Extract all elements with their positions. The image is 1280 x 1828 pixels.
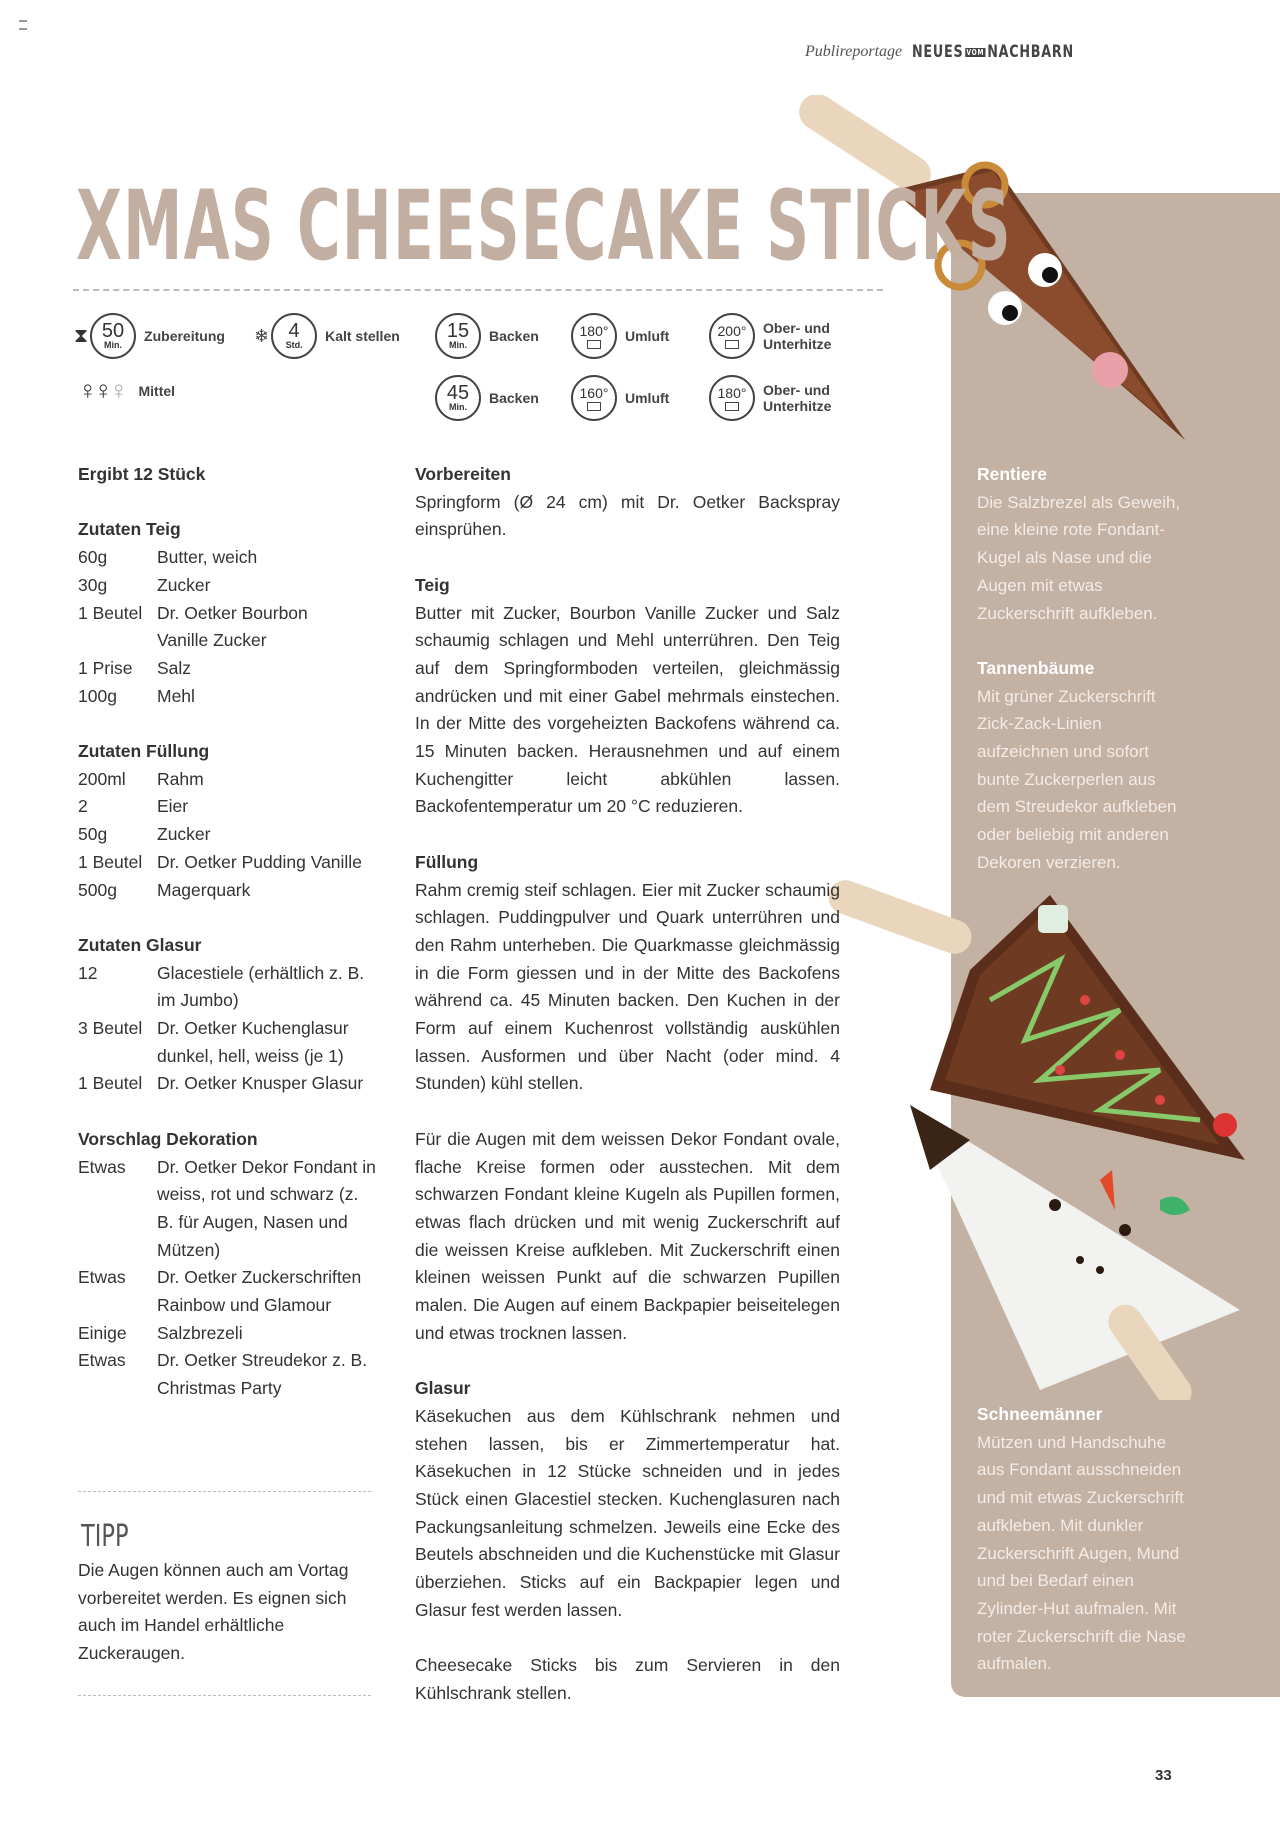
ingredient-quantity: 1 Beutel (78, 1073, 143, 1094)
ingredient-quantity: 100g (78, 685, 117, 706)
sidebar-text: Die Salzbrezel als Geweih, eine kleine rote Fondant-Kugel als Nase und die Augen mit etwas Zuckerschrift aufkleben. (977, 492, 1181, 623)
snowflake-icon: ❄ (254, 325, 270, 346)
ingredient-quantity: 2 (78, 796, 88, 817)
dekoration-list (78, 1154, 378, 1403)
ingredient-name: Dr. Oetker Pudding Vanille (157, 851, 362, 872)
brand-word-1: NEUES (912, 42, 964, 62)
ingredients-column (78, 461, 378, 1403)
top-bottom-heat-2-label: Ober- und Unterhitze (763, 382, 832, 414)
snowman-stick-photo (900, 1100, 1280, 1400)
convection-temp-2-label: Umluft (625, 390, 670, 406)
ingredient-quantity: 1 Beutel (78, 851, 143, 872)
brand-word-2: NACHBARN (987, 42, 1075, 62)
ingredient-quantity: Etwas (78, 1350, 126, 1371)
top-bottom-heat-2 (709, 375, 843, 421)
sidebar-text: Mit grüner Zuckerschrift Zick-Zack-Linien aufzeichnen und sofort bunte Zuckerperlen aus dem Streudekor aufkleben oder beliebig mit anderen Dekoren verzieren. (977, 686, 1177, 872)
bake-time-2 (435, 375, 539, 421)
teig-heading: Zutaten Teig (78, 519, 181, 540)
bake-time-1-unit: Min. (449, 340, 467, 350)
ingredient-name: Dr. Oetker Zuckerschriften Rainbow und Glamour (157, 1267, 362, 1316)
fuellung-list (78, 766, 378, 905)
bake-time-1-badge (435, 313, 481, 359)
ingredient-quantity: 200ml (78, 768, 126, 789)
step-text: Rahm cremig steif schlagen. Eier mit Zucker schaumig schlagen. Puddingpulver und Quark unterrühren und den Rahm unterheben. Die Quarkmasse gleichmässig in die Form giessen und in der Mitte des Backofens während ca. 45 Minuten backen. Den Kuchen in der Form auf einem Kuchenrost vollständig auskühlen lassen. Ausformen und über Nacht (oder mind. 4 Stunden) kühl stellen. (415, 879, 840, 1094)
sidebar-heading: Tannenbäume (977, 657, 1095, 678)
ingredient-quantity: 1 Prise (78, 657, 133, 678)
ingredient-name: Zucker (157, 824, 211, 845)
sidebar-snowman (977, 1401, 1192, 1678)
step-heading: Teig (415, 574, 450, 595)
step-text: Käsekuchen aus dem Kühlschrank nehmen und stehen lassen, bis er Zimmertemperatur hat. Käsekuchen in 12 Stücke schneiden und in jedes Stück einen Glacestiel stecken. Kuchenglasuren nach Packungsanleitung schmelzen. Jeweils eine Ecke des Beutels abschneiden und die Kuchenstücke mit Glasur überziehen. Sticks auf ein Backpapier legen und Glasur fest werden lassen. (415, 1405, 840, 1620)
glasur-list (78, 960, 378, 1099)
ingredient-name: Butter, weich (157, 547, 258, 568)
instructions-column (415, 461, 840, 1708)
top-bottom-heat-icon (709, 313, 755, 359)
ingredient-quantity: 12 (78, 962, 98, 983)
ingredient-name: Dr. Oetker Kuchenglasur dunkel, hell, weiss (je 1) (157, 1018, 349, 1066)
top-bottom-heat-2-value: 180° (717, 384, 747, 401)
convection-icon (571, 313, 617, 359)
bake-time-1-label: Backen (489, 328, 539, 344)
yield: Ergibt 12 Stück (78, 464, 206, 484)
chill-time-label: Kalt stellen (325, 328, 400, 344)
step-text: Butter mit Zucker, Bourbon Vanille Zucker und Salz schaumig schlagen und Mehl unterrühren. Den Teig auf dem Springformboden verteilen, gleichmässig andrücken und mit einer Gabel mehrmals einstechen. In der Mitte des vorgeheizten Backofens während ca. 15 Minuten backen. Herausnehmen und auf einem Kuchengitter leicht abkühlen lassen. Backofentemperatur um 20 °C reduzieren. (415, 602, 840, 817)
prep-time-badge (90, 313, 136, 359)
title-divider (73, 289, 883, 291)
sidebar-reindeer (977, 461, 1192, 877)
tipp-divider-top (78, 1491, 371, 1492)
convection-temp-2 (571, 375, 669, 421)
sidebar-text: Mützen und Handschuhe aus Fondant ausschneiden und mit etwas Zuckerschrift aufkleben. Mit dunkler Zuckerschrift Augen, Mund und bei Bedarf einen Zylinder-Hut aufmalen. Mit roter Zuckerschrift die Nase aufmalen. (977, 1432, 1186, 1674)
ingredient-name: Mehl (157, 685, 195, 706)
page-number: 33 (1155, 1767, 1172, 1784)
publireportage-label: Publireportage (804, 43, 903, 60)
ingredient-quantity: Einige (78, 1322, 127, 1343)
chill-time-value: 4 (288, 320, 300, 342)
bake-time-1-value: 15 (446, 320, 470, 342)
ingredient-name: Dr. Oetker Knusper Glasur (157, 1073, 364, 1094)
ingredient-quantity: 60g (78, 547, 108, 568)
sidebar-heading: Rentiere (977, 464, 1048, 484)
teig-list (78, 544, 378, 710)
step-text: Cheesecake Sticks bis zum Servieren in den Kühlschrank stellen. (415, 1655, 840, 1703)
top-bottom-heat-1 (709, 313, 843, 359)
ingredient-name: Dr. Oetker Streudekor z. B. Christmas Party (157, 1350, 368, 1399)
ingredient-name: Glacestiele (erhältlich z. B. im Jumbo) (157, 962, 365, 1011)
ingredient-name: Salzbrezeli (157, 1322, 243, 1343)
chill-time (254, 313, 400, 359)
prep-time-label: Zubereitung (144, 328, 225, 344)
ingredient-name: Dr. Oetker Bourbon Vanille Zucker (157, 602, 308, 651)
ingredient-quantity: 50g (78, 824, 108, 845)
hourglass-icon: ⧗ (74, 324, 89, 347)
step-text: Für die Augen mit dem weissen Dekor Fondant ovale, flache Kreise formen oder ausstechen. Mit dem schwarzen Fondant kleine Kugeln als Pupillen formen, etwas flach drücken und mit wenig Zuckerschrift auf die weissen Kreise aufkleben. Mit Zuckerschrift einen kleinen weissen Punkt auf die schwarzen Pupillen malen. Die Augen auf einem Backpapier beiseitelegen und etwas trocknen lassen. (415, 1128, 840, 1343)
bake-time-2-label: Backen (489, 390, 539, 406)
step-heading: Vorbereiten (415, 464, 511, 484)
chill-time-unit: Std. (285, 340, 303, 350)
ingredient-quantity: 3 Beutel (78, 1018, 143, 1039)
ingredient-quantity: 30g (78, 574, 108, 595)
convection-icon (571, 375, 617, 421)
tipp-title: TIPP (81, 1519, 129, 1554)
bake-time-2-unit: Min. (449, 402, 467, 412)
top-bottom-heat-1-value: 200° (717, 322, 747, 339)
bake-time-1 (435, 313, 539, 359)
convection-temp-1-value: 180° (579, 322, 609, 339)
difficulty (78, 375, 175, 406)
fuellung-heading: Zutaten Füllung (78, 741, 210, 761)
dekoration-heading: Vorschlag Dekoration (78, 1128, 258, 1149)
top-bottom-heat-icon (709, 375, 755, 421)
bake-time-2-value: 45 (446, 382, 470, 404)
ingredient-name: Dr. Oetker Dekor Fondant in weiss, rot und schwarz (z. B. für Augen, Nasen und Mützen) (157, 1156, 376, 1260)
convection-temp-1-label: Umluft (625, 328, 670, 344)
sidebar-heading: Schneemänner (977, 1404, 1103, 1424)
publireportage-header (805, 42, 1128, 62)
convection-temp-2-value: 160° (579, 384, 609, 401)
prep-time (74, 313, 225, 359)
whisk-icon: ♀♀♀ (78, 375, 125, 405)
ingredient-name: Eier (157, 796, 189, 817)
convection-temp-1 (571, 313, 669, 359)
difficulty-label: Mittel (138, 382, 176, 399)
brand-word-small: VOM (966, 47, 985, 57)
page-title: XMAS CHEESECAKE STICKS (76, 170, 1012, 282)
ingredient-quantity: 1 Beutel (78, 602, 143, 623)
flag-icon (19, 20, 27, 30)
ingredient-name: Magerquark (157, 879, 251, 900)
step-heading: Glasur (415, 1378, 471, 1399)
ingredient-quantity: Etwas (78, 1156, 126, 1177)
step-heading: Füllung (415, 851, 479, 872)
ingredient-name: Rahm (157, 768, 204, 789)
glasur-heading: Zutaten Glasur (78, 934, 202, 955)
ingredient-name: Zucker (157, 574, 211, 595)
bake-time-2-badge (435, 375, 481, 421)
tipp-text: Die Augen können auch am Vortag vorbereitet werden. Es eignen sich auch im Handel erhältliche Zuckeraugen. (78, 1560, 349, 1664)
prep-time-value: 50 (101, 320, 125, 342)
ingredient-name: Salz (157, 657, 192, 678)
step-text: Springform (Ø 24 cm) mit Dr. Oetker Backspray einsprühen. (415, 491, 840, 540)
tipp-divider-bottom (78, 1695, 371, 1696)
brand-logo (912, 42, 1074, 62)
prep-time-unit: Min. (104, 340, 123, 350)
top-bottom-heat-1-label: Ober- und Unterhitze (763, 320, 832, 352)
ingredient-quantity: 500g (78, 879, 117, 900)
ingredient-quantity: Etwas (78, 1267, 126, 1288)
chill-time-badge (271, 313, 317, 359)
